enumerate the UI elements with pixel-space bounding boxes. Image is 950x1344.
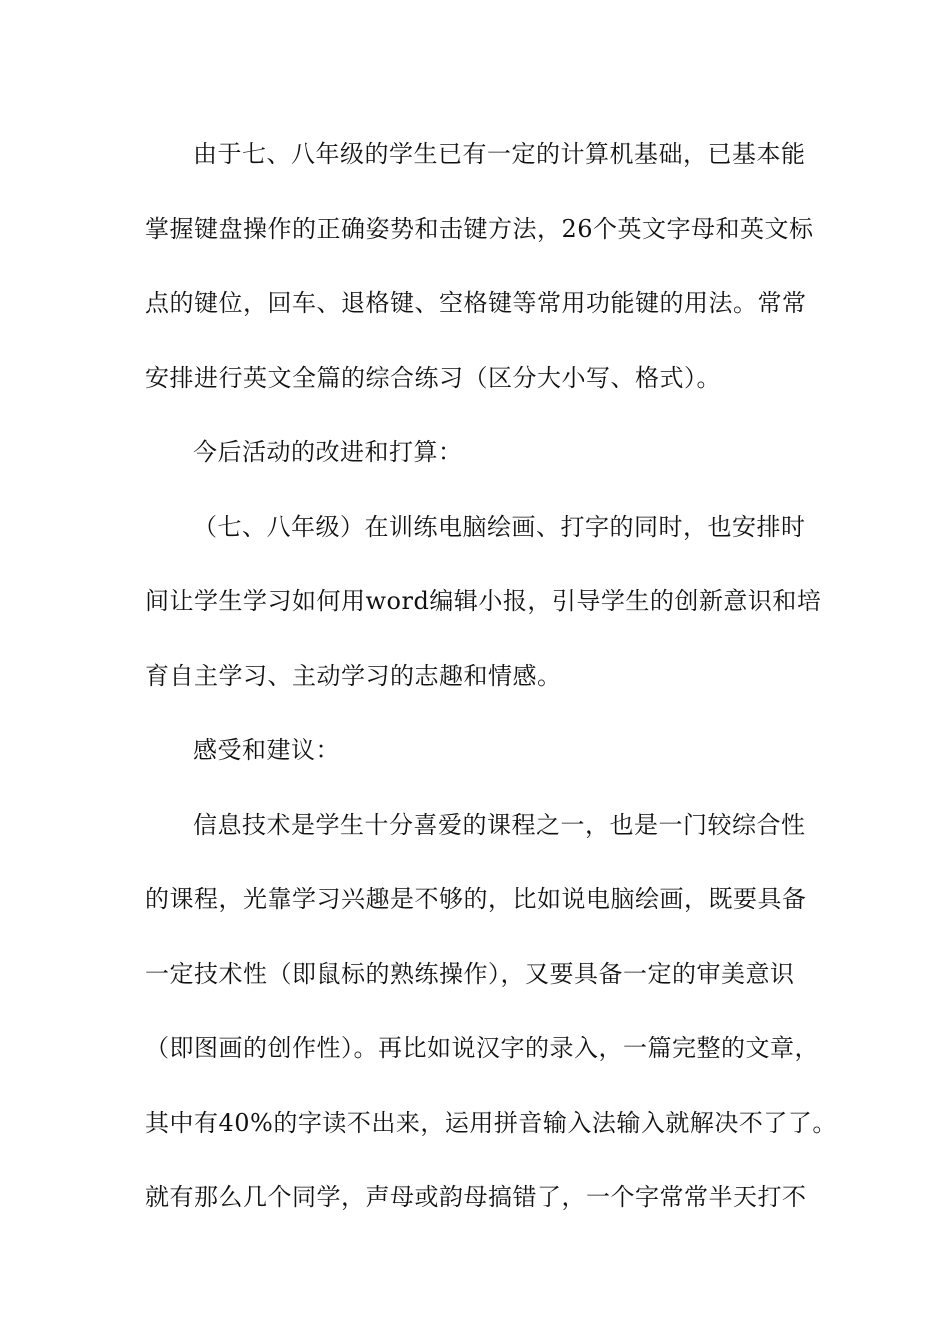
text-line: 信息技术是学生十分喜爱的课程之一，也是一门较综合性 [193, 810, 806, 839]
text-line: （七、八年级）在训练电脑绘画、打字的同时，也安排时 [193, 512, 806, 541]
text-line: 就有那么几个同学，声母或韵母搞错了，一个字常常半天打不 [145, 1183, 807, 1211]
text-line: 一定技术性（即鼠标的熟练操作），又要具备一定的审美意识 [145, 959, 795, 988]
text-line: 安排进行英文全篇的综合练习（区分大小写、格式）。 [145, 363, 721, 392]
section-heading: 感受和建议： [193, 736, 340, 764]
text-line: 由于七、八年级的学生已有一定的计算机基础，已基本能 [193, 140, 806, 168]
text-line: 掌握键盘操作的正确姿势和击键方法，26个英文字母和英文标 [145, 214, 814, 243]
text-line: 育自主学习、主动学习的志趣和情感。 [145, 661, 562, 690]
section-heading: 今后活动的改进和打算： [193, 438, 463, 466]
text-line: 的课程，光靠学习兴趣是不够的，比如说电脑绘画，既要具备 [145, 885, 807, 913]
text-line: （即图画的创作性）。再比如说汉字的录入，一篇完整的文章， [145, 1034, 819, 1062]
text-line: 点的键位，回车、退格键、空格键等常用功能键的用法。常常 [145, 289, 807, 317]
document-body [145, 128, 837, 1246]
text-line: 间让学生学习如何用word编辑小报，引导学生的创新意识和培 [145, 587, 822, 615]
text-line: 其中有40%的字读不出来，运用拼音输入法输入就解决不了了。 [145, 1108, 837, 1137]
